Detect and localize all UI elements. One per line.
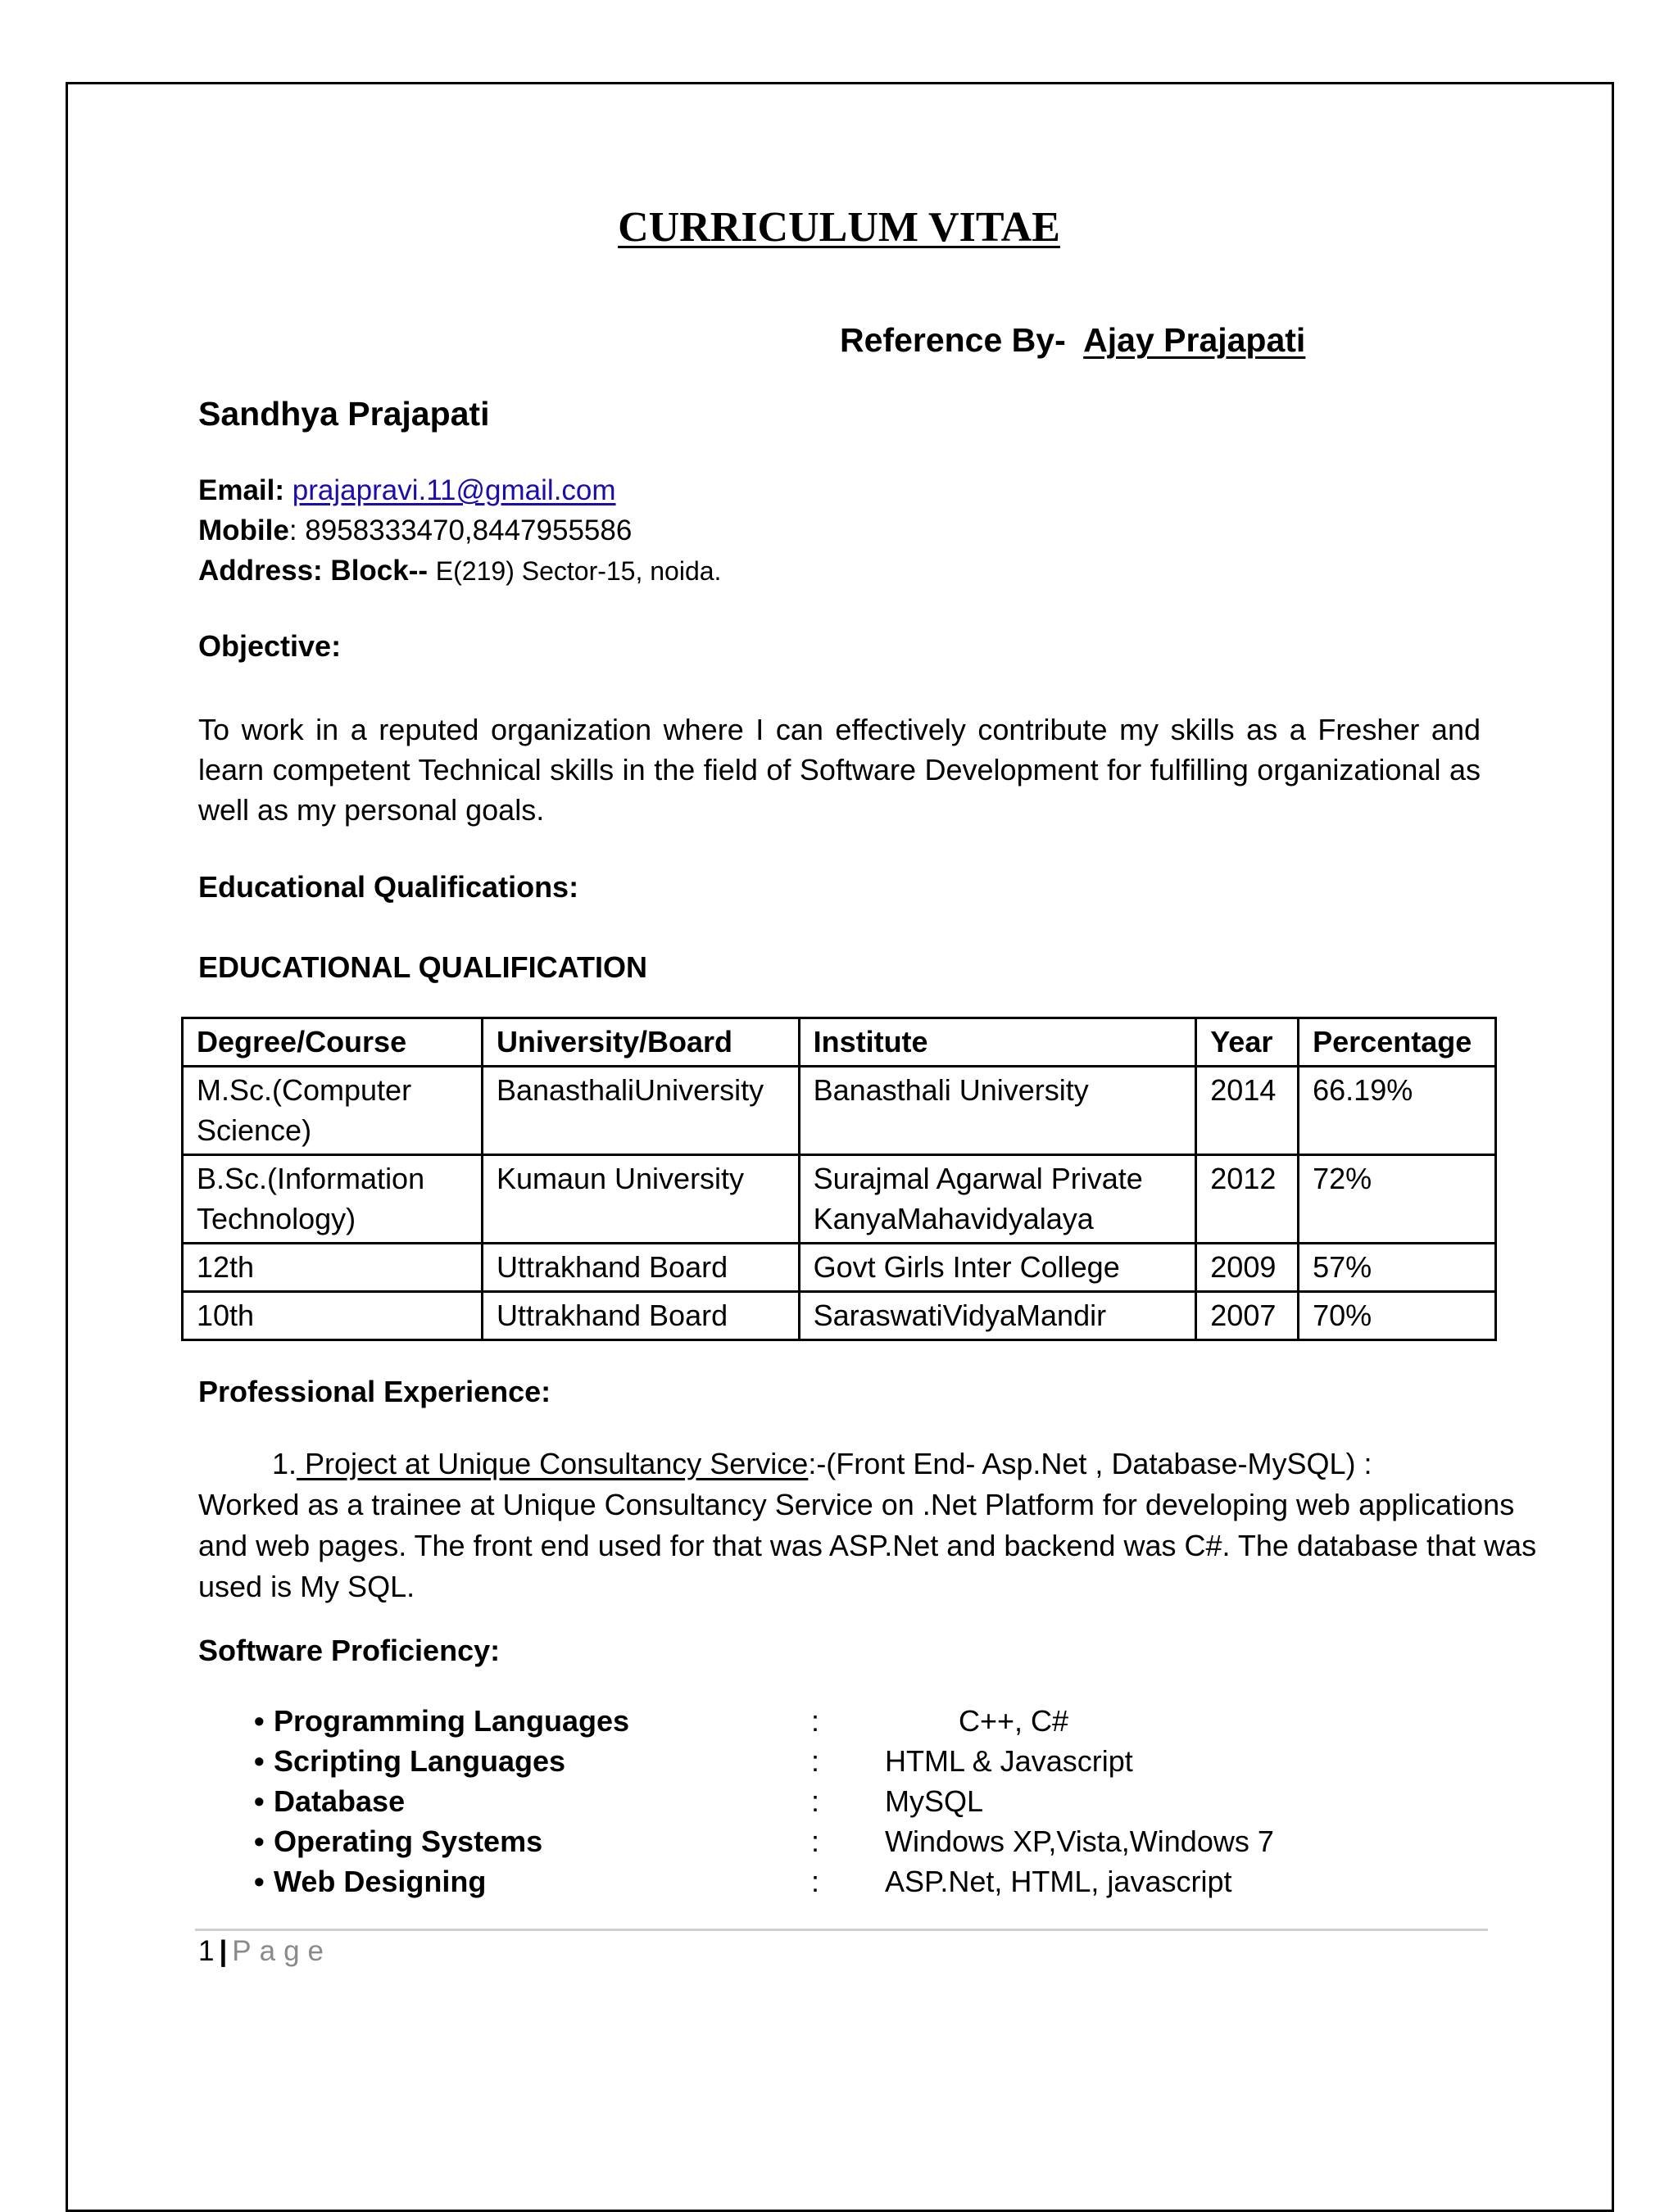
education-heading: Educational Qualifications: <box>198 870 579 904</box>
colon: : <box>811 1824 820 1858</box>
table-cell: 70% <box>1299 1292 1496 1340</box>
table-header-row <box>183 1018 1496 1067</box>
page-label: Page <box>232 1935 333 1967</box>
table-row <box>183 1244 1496 1292</box>
skill-label: Operating Systems <box>274 1824 543 1858</box>
table-row <box>183 1155 1496 1244</box>
list-item <box>254 1741 1274 1781</box>
project-entry <box>198 1444 1542 1607</box>
skill-label: Web Designing <box>274 1865 487 1898</box>
column-header: Institute <box>799 1018 1196 1067</box>
bullet: • <box>254 1704 265 1738</box>
education-table <box>181 1017 1497 1341</box>
table-cell: 12th <box>183 1244 483 1292</box>
contact-block <box>198 470 721 592</box>
email-link[interactable]: prajapravi.11@gmail.com <box>292 474 616 506</box>
colon: : <box>811 1865 820 1898</box>
table-cell: 66.19% <box>1299 1067 1496 1155</box>
skills-list <box>254 1701 1274 1902</box>
software-heading: Software Proficiency: <box>198 1634 501 1667</box>
table-cell: 2012 <box>1196 1155 1299 1244</box>
reference-line <box>840 321 1305 360</box>
skill-label: Programming Languages <box>274 1704 630 1738</box>
table-row <box>183 1067 1496 1155</box>
page-title: CURRICULUM VITAE <box>618 204 1060 251</box>
table-cell: BanasthaliUniversity <box>482 1067 799 1155</box>
project-description: Worked as a trainee at Unique Consultancy Service on .Net Platform for developing web applications and web pages. The front end used for that was ASP.Net and backend was C#. The database that was used is My SQL. <box>198 1488 1537 1603</box>
project-number: 1. <box>271 1447 297 1480</box>
table-cell: 10th <box>183 1292 483 1340</box>
column-header: University/Board <box>482 1018 799 1067</box>
address-value: E(219) Sector-15, noida. <box>435 556 722 586</box>
project-tech: :-(Front End- Asp.Net , Database-MySQL) : <box>808 1447 1372 1480</box>
table-cell: 2009 <box>1196 1244 1299 1292</box>
table-cell: Surajmal Agarwal Private KanyaMahavidyalaya <box>799 1155 1196 1244</box>
colon: : <box>811 1704 820 1738</box>
table-row <box>183 1292 1496 1340</box>
bullet: • <box>254 1824 265 1858</box>
candidate-name: Sandhya Prajapati <box>198 395 490 433</box>
table-cell: M.Sc.(Computer Science) <box>183 1067 483 1155</box>
list-item <box>254 1701 1274 1741</box>
list-item <box>254 1781 1274 1821</box>
project-title-line <box>198 1444 1542 1484</box>
table-cell: Kumaun University <box>482 1155 799 1244</box>
list-item <box>254 1861 1274 1902</box>
footer-separator: | <box>219 1935 228 1967</box>
skill-label: Database <box>274 1784 406 1818</box>
email-line <box>198 470 721 510</box>
reference-label: Reference By- <box>840 321 1066 359</box>
footer-divider <box>195 1929 1488 1931</box>
skill-value: ASP.Net, HTML, javascript <box>885 1865 1232 1898</box>
mobile-line <box>198 510 721 551</box>
bullet: • <box>254 1784 265 1818</box>
table-cell: Uttrakhand Board <box>482 1292 799 1340</box>
address-line <box>198 551 721 592</box>
bullet: • <box>254 1865 265 1898</box>
table-cell: Govt Girls Inter College <box>799 1244 1196 1292</box>
education-subheading: EDUCATIONAL QUALIFICATION <box>198 950 647 984</box>
skill-value: MySQL <box>885 1784 984 1818</box>
table-cell: 72% <box>1299 1155 1496 1244</box>
mobile-label: Mobile <box>198 514 289 546</box>
skill-label: Scripting Languages <box>274 1744 566 1778</box>
column-header: Percentage <box>1299 1018 1496 1067</box>
skill-value: HTML & Javascript <box>885 1744 1133 1778</box>
objective-text: To work in a reputed organization where I can effectively contribute my skills as a Fresher and learn competent Technical skills in the field of Software Development for fulfilling organizational as well as my personal goals. <box>198 713 1481 827</box>
project-title: Project at Unique Consultancy Service <box>297 1447 809 1480</box>
experience-heading: Professional Experience: <box>198 1375 551 1408</box>
skill-value: Windows XP,Vista,Windows 7 <box>885 1824 1274 1858</box>
table-cell: 2014 <box>1196 1067 1299 1155</box>
table-cell: Uttrakhand Board <box>482 1244 799 1292</box>
list-item <box>254 1821 1274 1861</box>
table-cell: B.Sc.(Information Technology) <box>183 1155 483 1244</box>
objective-heading: Objective: <box>198 629 342 663</box>
mobile-value: : 8958333470,8447955586 <box>288 514 633 546</box>
address-label: Address: Block-- <box>198 555 429 587</box>
bullet: • <box>254 1744 265 1778</box>
page-number: 1 <box>198 1935 215 1967</box>
skill-value: C++, C# <box>959 1704 1069 1738</box>
email-label: Email: <box>198 474 285 506</box>
column-header: Year <box>1196 1018 1299 1067</box>
colon: : <box>811 1784 820 1818</box>
table-cell: Banasthali University <box>799 1067 1196 1155</box>
colon: : <box>811 1744 820 1778</box>
page-footer <box>198 1935 332 1968</box>
reference-name: Ajay Prajapati <box>1083 321 1306 359</box>
table-cell: SaraswatiVidyaMandir <box>799 1292 1196 1340</box>
table-cell: 57% <box>1299 1244 1496 1292</box>
column-header: Degree/Course <box>183 1018 483 1067</box>
table-cell: 2007 <box>1196 1292 1299 1340</box>
